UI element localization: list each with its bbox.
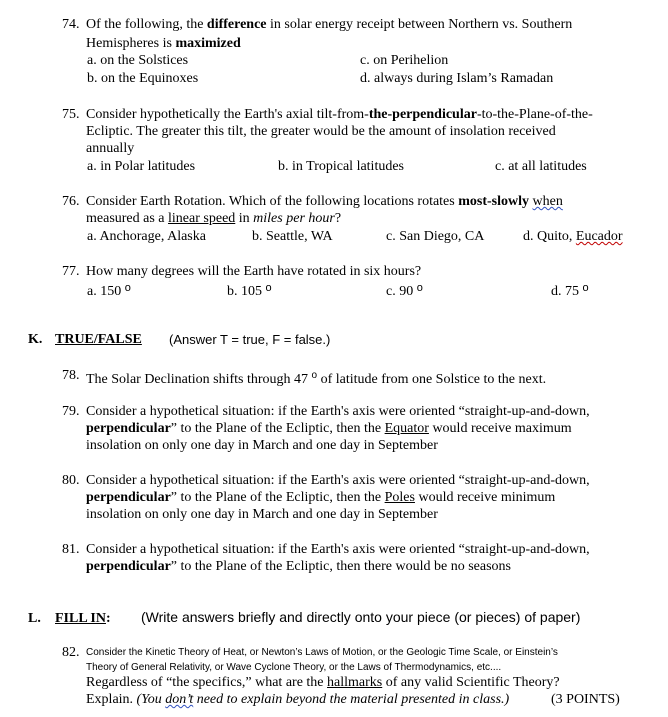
q79-line2: perpendicular” to the Plane of the Ecliptic, then the Equator would receive maximum xyxy=(86,421,572,436)
q79-number: 79. xyxy=(62,404,80,419)
q74-option-d: d. always during Islam’s Ramadan xyxy=(360,71,554,86)
q75-line3: annually xyxy=(86,141,135,156)
section-k-note: (Answer T = true, F = false.) xyxy=(169,332,331,347)
q82-number: 82. xyxy=(62,645,80,660)
section-l-label: L. xyxy=(28,611,41,626)
q75-option-c: c. at all latitudes xyxy=(495,159,587,174)
section-k-label: K. xyxy=(28,332,43,347)
q76-line1: Consider Earth Rotation. Which of the following locations rotates most-slowly when xyxy=(86,194,563,209)
q75-option-a: a. in Polar latitudes xyxy=(87,159,196,174)
q82-line4: Explain. (You don’t need to explain beyond the material presented in class.) xyxy=(86,692,510,707)
q74-option-b: b. on the Equinoxes xyxy=(87,71,199,86)
q77-option-b: b. 105 $^o$ xyxy=(227,282,272,299)
q75-number: 75. xyxy=(62,107,80,122)
section-k-title: TRUE/FALSE xyxy=(55,332,142,347)
q75-line1: Consider hypothetically the Earth's axial tilt-from-the-perpendicular-to-the-Plane-of-the- xyxy=(86,107,593,122)
q74-line2: Hemispheres is maximized xyxy=(86,36,241,51)
q78-number: 78. xyxy=(62,368,80,383)
q76-option-b: b. Seattle, WA xyxy=(252,229,333,244)
q80-line1: Consider a hypothetical situation: if the Earth's axis were oriented “straight-up-and-down, xyxy=(86,473,590,488)
q76-line2: measured as a linear speed in miles per hour? xyxy=(86,211,342,226)
q74-option-a: a. on the Solstices xyxy=(87,53,189,68)
q77-line1: How many degrees will the Earth have rotated in six hours? xyxy=(86,264,422,279)
q76-option-a: a. Anchorage, Alaska xyxy=(87,229,206,244)
section-l-note: (Write answers briefly and directly onto your piece (or pieces) of paper) xyxy=(141,609,581,625)
q74-option-c: c. on Perihelion xyxy=(360,53,449,68)
q80-line2: perpendicular” to the Plane of the Ecliptic, then the Poles would receive minimum xyxy=(86,490,556,505)
q82-line3: Regardless of “the specifics,” what are the hallmarks of any valid Scientific Theory? xyxy=(86,675,560,690)
section-l-title: FILL IN: xyxy=(55,611,111,626)
q78-line1: The Solar Declination shifts through 47 $^o$ of latitude from one Solstice to the next. xyxy=(86,370,547,387)
q75-option-b: b. in Tropical latitudes xyxy=(278,159,404,174)
q77-number: 77. xyxy=(62,264,80,279)
q74-line1: Of the following, the difference in solar energy receipt between Northern vs. Southern xyxy=(86,17,573,32)
q79-line1: Consider a hypothetical situation: if the Earth's axis were oriented “straight-up-and-down, xyxy=(86,404,590,419)
q77-option-c: c. 90 $^o$ xyxy=(386,282,423,299)
q81-line1: Consider a hypothetical situation: if the Earth's axis were oriented “straight-up-and-down, xyxy=(86,542,590,557)
q82-points: (3 POINTS) xyxy=(551,692,620,707)
q74-number: 74. xyxy=(62,17,80,32)
q82-line1: Consider the Kinetic Theory of Heat, or Newton’s Laws of Motion, or the Geologic Time Scale, or Einstein’s xyxy=(86,647,558,658)
q77-option-a: a. 150 $^o$ xyxy=(87,282,131,299)
q77-option-d: d. 75 $^o$ xyxy=(551,282,589,299)
q82-line2: Theory of General Relativity, or Wave Cyclone Theory, or the Laws of Thermodynamics, etc.... xyxy=(86,662,502,673)
q76-number: 76. xyxy=(62,194,80,209)
q81-line2: perpendicular” to the Plane of the Ecliptic, then there would be no seasons xyxy=(86,559,511,574)
q79-line3: insolation on only one day in March and one day in September xyxy=(86,438,438,453)
q81-number: 81. xyxy=(62,542,80,557)
q80-number: 80. xyxy=(62,473,80,488)
q80-line3: insolation on only one day in March and one day in September xyxy=(86,507,438,522)
q76-option-d: d. Quito, Eucador xyxy=(523,229,623,244)
q76-option-c: c. San Diego, CA xyxy=(386,229,485,244)
q75-line2: Ecliptic. The greater this tilt, the greater would be the amount of insolation received xyxy=(86,124,556,139)
